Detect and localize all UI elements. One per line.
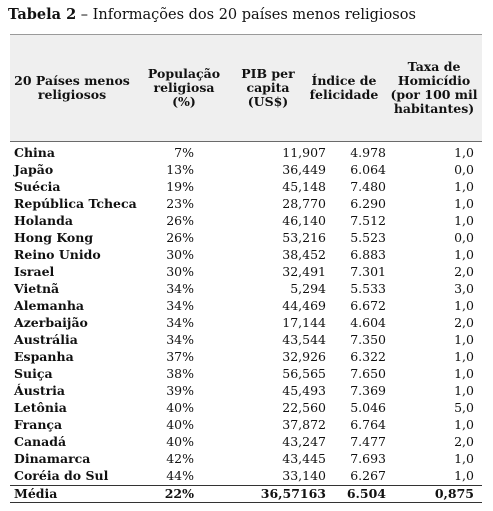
homicide-rate-cell: 1,0 [454, 383, 474, 398]
data-table [10, 34, 482, 503]
footer-gdp-per-capita: 36,57163 [260, 486, 326, 501]
gdp-per-capita-cell: 43,544 [282, 332, 326, 347]
happiness-index-cell: 7.477 [350, 434, 386, 449]
country-cell: Coréia do Sul [14, 468, 109, 483]
table-row [10, 348, 482, 365]
gdp-per-capita-cell: 33,140 [282, 468, 326, 483]
gdp-per-capita-cell: 43,247 [282, 434, 326, 449]
country-cell: Espanha [14, 349, 74, 364]
homicide-rate-cell: 1,0 [454, 213, 474, 228]
table-row [10, 450, 482, 467]
header-religious-population: População religiosa (%) [147, 66, 221, 109]
religious-population-cell: 19% [166, 179, 194, 194]
homicide-rate-cell: 1,0 [454, 332, 474, 347]
table-row [10, 212, 482, 229]
country-cell: Alemanha [14, 298, 85, 313]
table-row [10, 229, 482, 246]
happiness-index-cell: 7.650 [350, 366, 386, 381]
homicide-rate-cell: 3,0 [454, 281, 474, 296]
happiness-index-cell: 6.322 [350, 349, 386, 364]
gdp-per-capita-cell: 45,493 [282, 383, 326, 398]
religious-population-cell: 34% [166, 332, 194, 347]
caption-text: – Informações dos 20 países menos religiosos [76, 7, 416, 23]
homicide-rate-cell: 0,0 [454, 162, 474, 177]
happiness-index-cell: 4.604 [350, 315, 386, 330]
gdp-per-capita-cell: 32,926 [282, 349, 326, 364]
gdp-per-capita-cell: 22,560 [282, 400, 326, 415]
country-cell: Vietnã [14, 281, 60, 296]
country-cell: República Tcheca [14, 196, 137, 211]
gdp-per-capita-cell: 28,770 [282, 196, 326, 211]
gdp-per-capita-cell: 56,565 [282, 366, 326, 381]
header-gdp-per-capita: PIB per capita (US$) [241, 66, 295, 109]
homicide-rate-cell: 1,0 [454, 247, 474, 262]
homicide-rate-cell: 1,0 [454, 349, 474, 364]
gdp-per-capita-cell: 43,445 [282, 451, 326, 466]
country-cell: Letônia [14, 400, 67, 415]
footer-religious-population: 22% [164, 486, 194, 501]
homicide-rate-cell: 2,0 [454, 264, 474, 279]
footer-label: Média [14, 486, 58, 501]
happiness-index-cell: 7.480 [350, 179, 386, 194]
religious-population-cell: 40% [166, 400, 194, 415]
happiness-index-cell: 6.764 [350, 417, 386, 432]
country-cell: Austrália [14, 332, 78, 347]
header-happiness-index: Índice de felicidade [309, 73, 379, 102]
happiness-index-cell: 6.290 [350, 196, 386, 211]
table-row [10, 399, 482, 416]
gdp-per-capita-cell: 45,148 [282, 179, 326, 194]
happiness-index-cell: 6.883 [350, 247, 386, 262]
religious-population-cell: 34% [166, 298, 194, 313]
religious-population-cell: 40% [166, 417, 194, 432]
gdp-per-capita-cell: 38,452 [282, 247, 326, 262]
religious-population-cell: 44% [166, 468, 194, 483]
table-row [10, 467, 482, 484]
religious-population-cell: 7% [174, 145, 194, 160]
table-row [10, 178, 482, 195]
gdp-per-capita-cell: 36,449 [282, 162, 326, 177]
table-row [10, 195, 482, 212]
happiness-index-cell: 7.350 [350, 332, 386, 347]
homicide-rate-cell: 2,0 [454, 315, 474, 330]
happiness-index-cell: 5.046 [350, 400, 386, 415]
country-cell: Israel [14, 264, 55, 279]
homicide-rate-cell: 1,0 [454, 417, 474, 432]
country-cell: Holanda [14, 213, 73, 228]
happiness-index-cell: 5.523 [350, 230, 386, 245]
gdp-per-capita-cell: 53,216 [282, 230, 326, 245]
happiness-index-cell: 7.693 [350, 451, 386, 466]
table-row [10, 382, 482, 399]
country-cell: Canadá [14, 434, 67, 449]
homicide-rate-cell: 1,0 [454, 196, 474, 211]
religious-population-cell: 26% [166, 213, 194, 228]
country-cell: França [14, 417, 63, 432]
happiness-index-cell: 7.512 [350, 213, 386, 228]
table-footer-average [10, 485, 482, 503]
happiness-index-cell: 4.978 [350, 145, 386, 160]
religious-population-cell: 39% [166, 383, 194, 398]
table-row [10, 433, 482, 450]
gdp-per-capita-cell: 17,144 [282, 315, 326, 330]
gdp-per-capita-cell: 32,491 [282, 264, 326, 279]
country-cell: Suiça [14, 366, 53, 381]
homicide-rate-cell: 2,0 [454, 434, 474, 449]
homicide-rate-cell: 0,0 [454, 230, 474, 245]
table-caption [8, 6, 416, 24]
footer-happiness-index: 6.504 [346, 486, 386, 501]
religious-population-cell: 13% [166, 162, 194, 177]
table-body [10, 142, 482, 484]
religious-population-cell: 34% [166, 315, 194, 330]
table-row [10, 263, 482, 280]
table-row [10, 314, 482, 331]
homicide-rate-cell: 1,0 [454, 298, 474, 313]
table-row [10, 144, 482, 161]
religious-population-cell: 26% [166, 230, 194, 245]
happiness-index-cell: 6.064 [350, 162, 386, 177]
religious-population-cell: 40% [166, 434, 194, 449]
table-row [10, 365, 482, 382]
happiness-index-cell: 5.533 [350, 281, 386, 296]
table-row [10, 416, 482, 433]
country-cell: Áustria [14, 383, 66, 398]
gdp-per-capita-cell: 5,294 [290, 281, 326, 296]
homicide-rate-cell: 1,0 [454, 179, 474, 194]
country-cell: Azerbaijão [14, 315, 88, 330]
religious-population-cell: 37% [166, 349, 194, 364]
religious-population-cell: 30% [166, 264, 194, 279]
footer-homicide-rate: 0,875 [434, 486, 474, 501]
country-cell: Japão [14, 162, 54, 177]
gdp-per-capita-cell: 44,469 [282, 298, 326, 313]
religious-population-cell: 23% [166, 196, 194, 211]
country-cell: China [14, 145, 55, 160]
table-row [10, 161, 482, 178]
happiness-index-cell: 7.369 [350, 383, 386, 398]
religious-population-cell: 42% [166, 451, 194, 466]
header-country: 20 Países menos religiosos [14, 73, 130, 102]
happiness-index-cell: 7.301 [350, 264, 386, 279]
table-header [10, 34, 482, 142]
happiness-index-cell: 6.267 [350, 468, 386, 483]
happiness-index-cell: 6.672 [350, 298, 386, 313]
gdp-per-capita-cell: 46,140 [282, 213, 326, 228]
homicide-rate-cell: 1,0 [454, 468, 474, 483]
table-row [10, 331, 482, 348]
religious-population-cell: 34% [166, 281, 194, 296]
homicide-rate-cell: 1,0 [454, 451, 474, 466]
homicide-rate-cell: 1,0 [454, 145, 474, 160]
country-cell: Dinamarca [14, 451, 91, 466]
country-cell: Suécia [14, 179, 61, 194]
country-cell: Reino Unido [14, 247, 101, 262]
table-row [10, 246, 482, 263]
header-homicide-rate: Taxa de Homicídio (por 100 mil habitantes) [390, 59, 478, 116]
homicide-rate-cell: 1,0 [454, 366, 474, 381]
country-cell: Hong Kong [14, 230, 94, 245]
caption-label: Tabela 2 [8, 6, 77, 23]
homicide-rate-cell: 5,0 [454, 400, 474, 415]
table-row [10, 297, 482, 314]
religious-population-cell: 38% [166, 366, 194, 381]
gdp-per-capita-cell: 37,872 [282, 417, 326, 432]
gdp-per-capita-cell: 11,907 [282, 145, 326, 160]
religious-population-cell: 30% [166, 247, 194, 262]
table-row [10, 280, 482, 297]
